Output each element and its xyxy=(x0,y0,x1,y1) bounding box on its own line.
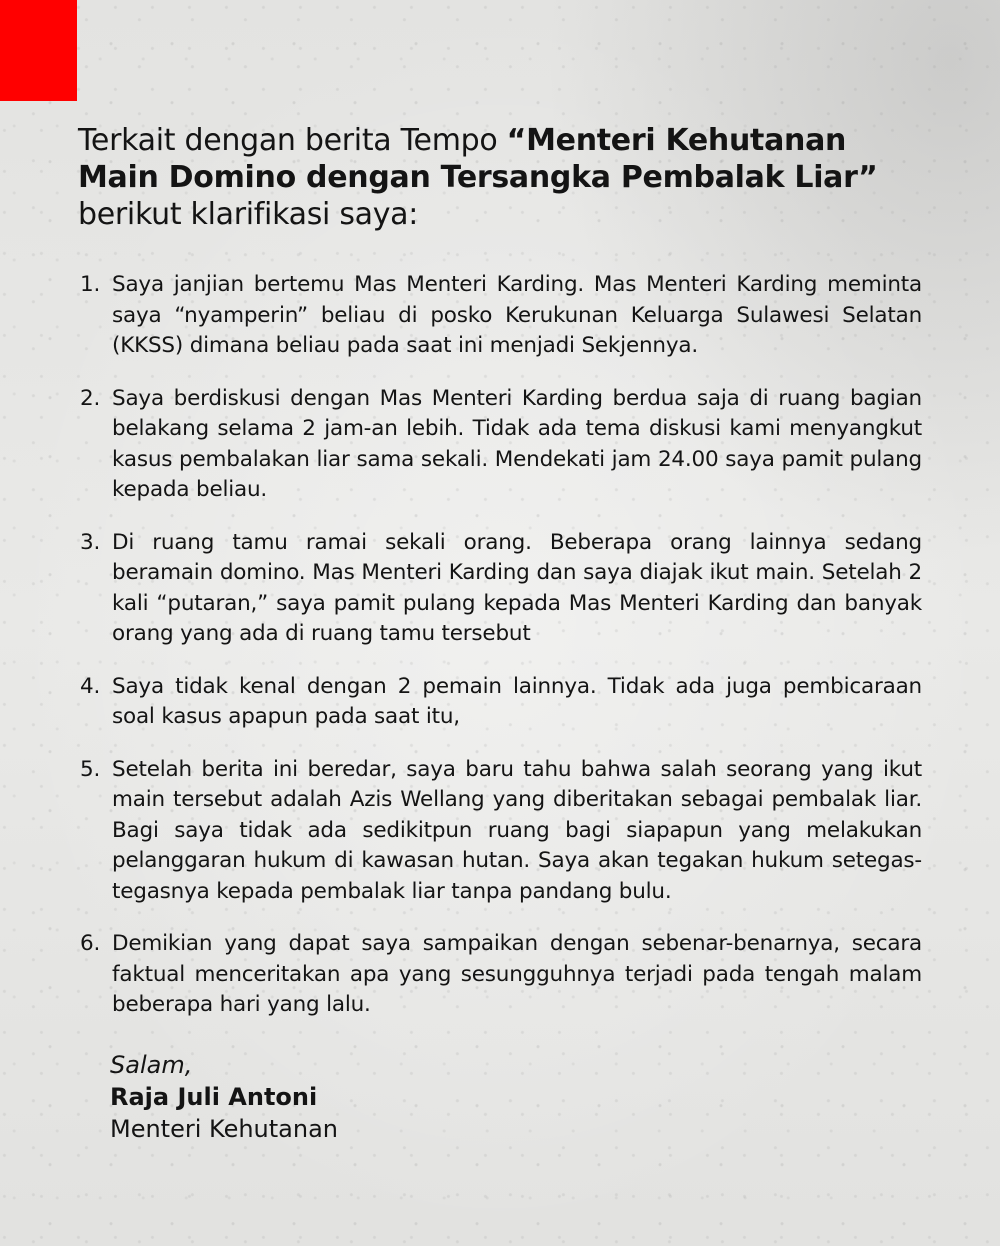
signatory-title: Menteri Kehutanan xyxy=(110,1114,338,1143)
signature-greeting: Salam, xyxy=(110,1050,193,1079)
clarification-point xyxy=(78,528,922,650)
point-text: Saya tidak kenal dengan 2 pemain lainnya. Tidak ada juga pembicaraan soal kasus apapun pada saat itu, xyxy=(112,673,922,729)
point-text: Setelah berita ini beredar, saya baru tahu bahwa salah seorang yang ikut main tersebut adalah Azis Wellang yang diberitakan sebagai pembalak liar. Bagi saya tidak ada sedikitpun ruang bagi siapapun yang melakukan pelanggaran hukum di kawasan hutan. Saya akan tegakan hukum setegas-tegasnya kepada pembalak liar tanpa pandang bulu. xyxy=(112,756,922,904)
clarification-point xyxy=(78,672,922,733)
headline-suffix: berikut klarifikasi saya: xyxy=(78,197,419,232)
clarification-point xyxy=(78,270,922,362)
point-number: 1. xyxy=(80,272,101,297)
clarification-points xyxy=(78,270,922,1021)
point-text: Di ruang tamu ramai sekali orang. Beberapa orang lainnya sedang beramain domino. Mas Menteri Karding dan saya diajak ikut main. Setelah 2 kali “putaran,” saya pamit pulang kepada Mas Menteri Karding dan banyak orang yang ada di ruang tamu tersebut xyxy=(112,529,922,646)
point-text: Saya janjian bertemu Mas Menteri Karding. Mas Menteri Karding meminta saya “nyamperin” beliau di posko Kerukunan Keluarga Sulawesi Selatan (KKSS) dimana beliau pada saat ini menjadi Sekjennya. xyxy=(112,272,922,358)
headline-prefix: Terkait dengan berita Tempo xyxy=(78,123,507,158)
clarification-point xyxy=(78,755,922,908)
point-text: Saya berdiskusi dengan Mas Menteri Karding berdua saja di ruang bagian belakang selama 2 jam-an lebih. Tidak ada tema diskusi kami menyangkut kasus pembalakan liar sama sekali. Mendekati jam 24.00 saya pamit pulang kepada beliau. xyxy=(112,385,922,502)
point-number: 2. xyxy=(80,385,101,411)
point-number: 5. xyxy=(80,756,101,782)
point-number: 4. xyxy=(80,673,101,699)
clarification-point xyxy=(78,929,922,1021)
headline xyxy=(78,122,922,233)
clarification-point xyxy=(78,384,922,506)
clarification-statement xyxy=(78,122,922,1145)
signatory-name: Raja Juli Antoni xyxy=(110,1082,318,1111)
point-text: Demikian yang dapat saya sampaikan dengan sebenar-benarnya, secara faktual menceritakan apa yang sesungguhnya terjadi pada tengah malam beberapa hari yang lalu. xyxy=(112,931,922,1017)
red-accent-block xyxy=(0,0,77,101)
signature-block xyxy=(110,1049,922,1145)
headline-quoted-title: “Menteri Kehutanan Main Domino dengan Tersangka Pembalak Liar” xyxy=(78,123,878,195)
point-number: 6. xyxy=(80,931,101,956)
point-number: 3. xyxy=(80,529,101,555)
